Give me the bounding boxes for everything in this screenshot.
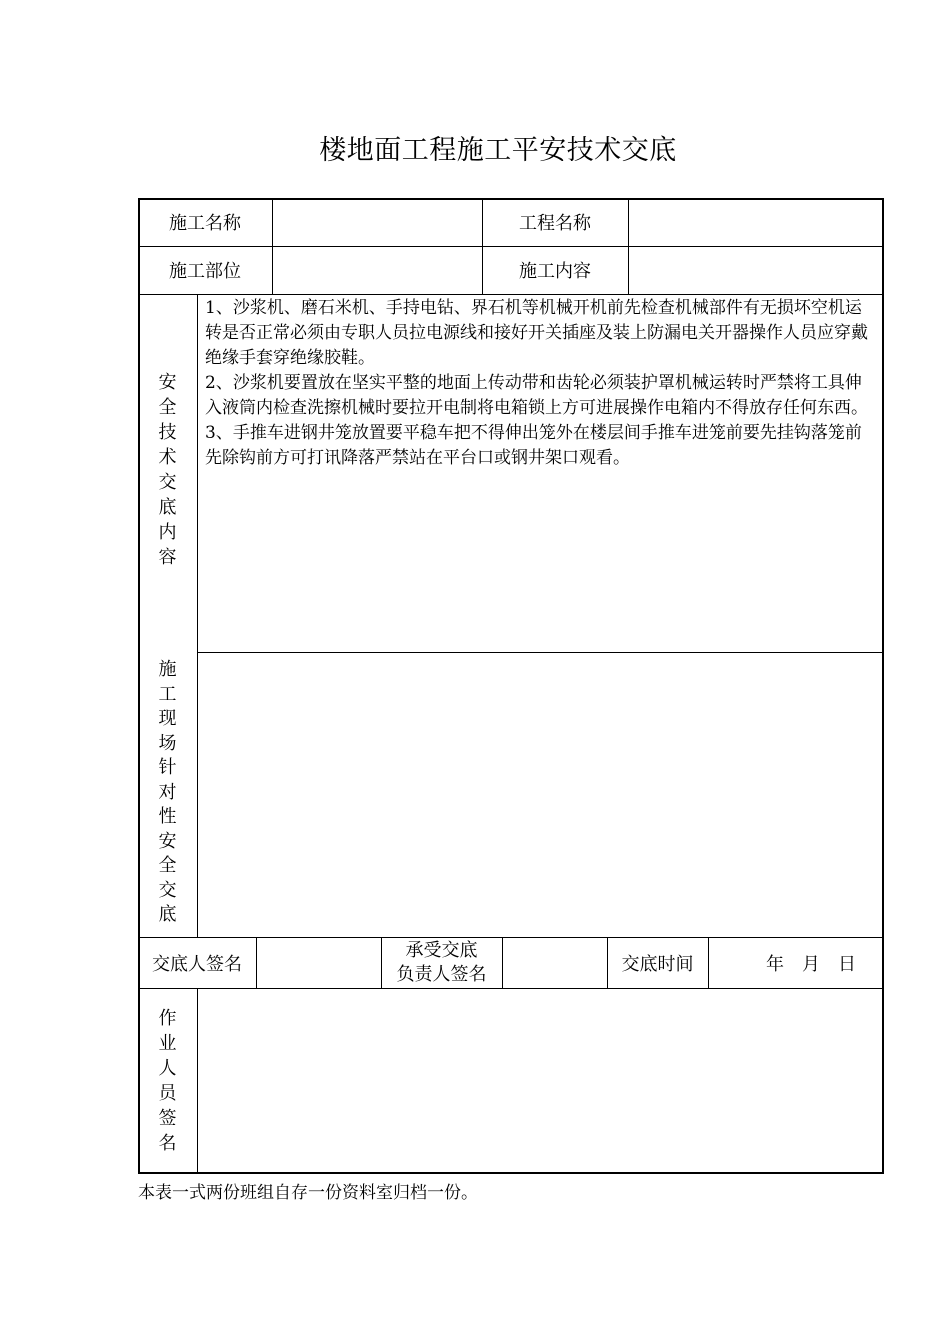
construction-content-field[interactable]	[628, 246, 884, 294]
label-char: 签	[158, 1108, 177, 1129]
label-char: 业	[158, 1033, 177, 1054]
label-char: 底	[158, 497, 177, 518]
handover-signer-label: 交底人签名	[152, 953, 242, 975]
receiver-label-line2: 负责人签名	[396, 963, 487, 985]
label-char: 全	[158, 855, 177, 876]
handover-date-field[interactable]: 年 月 日	[766, 953, 856, 975]
document-title: 楼地面工程施工平安技术交底	[319, 135, 677, 166]
label-char: 安	[158, 372, 177, 393]
worker-signature-field[interactable]	[198, 989, 883, 1173]
label-char: 施	[158, 659, 177, 680]
row-divider	[138, 294, 884, 295]
safety-paragraph: 1、沙浆机、磨石米机、手持电钻、界石机等机械开机前先检查机械部件有无损坏空机运转是否正常必须由专职人员拉电源线和接好开关插座及装上防漏电关开器操作人员应穿戴绝缘手套穿绝缘胶鞋。	[205, 298, 868, 368]
label-char: 对	[158, 781, 177, 803]
label-char: 名	[158, 1133, 177, 1154]
safety-paragraph: 3、手推车进钢井笼放置要平稳车把不得伸出笼外在楼层间手推车进笼前要先挂钩落笼前先除钩前方可打讯降落严禁站在平台口或钢井架口观看。	[205, 423, 862, 468]
receiver-signer-field[interactable]	[502, 937, 607, 988]
project-name-field[interactable]	[628, 198, 884, 246]
footnote: 本表一式两份班组自存一份资料室归档一份。	[138, 1183, 478, 1203]
label-char: 技	[158, 422, 177, 443]
label-char: 全	[158, 397, 177, 418]
label-char: 交	[158, 472, 177, 493]
construction-content-label: 施工内容	[519, 261, 591, 282]
worker-signature-label	[138, 1006, 197, 1156]
label-char: 交	[158, 879, 177, 901]
label-char: 容	[158, 547, 177, 568]
construction-location-field[interactable]	[272, 246, 482, 294]
safety-content-label	[138, 370, 197, 570]
handover-signer-field[interactable]	[256, 937, 381, 988]
label-char: 工	[158, 683, 177, 705]
site-safety-label	[138, 658, 197, 928]
construction-location-label: 施工部位	[169, 261, 241, 282]
label-char: 现	[158, 708, 177, 729]
receiver-label-line1: 承受交底	[405, 939, 478, 961]
label-char: 针	[158, 757, 177, 778]
project-name-label: 工程名称	[519, 213, 591, 234]
label-char: 内	[158, 522, 177, 543]
receiver-signer-label	[381, 937, 502, 988]
construction-name-field[interactable]	[272, 198, 482, 246]
handover-time-label: 交底时间	[621, 953, 694, 975]
label-char: 术	[158, 447, 177, 468]
safety-paragraph: 2、沙浆机要置放在坚实平整的地面上传动带和齿轮必须装护罩机械运转时严禁将工具伸入液筒内检查洗擦机械时要拉开电制将电箱锁上方可进展操作电箱内不得放存任何东西。	[205, 373, 868, 418]
label-char: 场	[158, 732, 177, 754]
label-char: 性	[158, 806, 177, 827]
label-char: 作	[158, 1008, 177, 1029]
label-char: 人	[158, 1058, 177, 1079]
site-safety-field[interactable]	[198, 653, 883, 936]
construction-name-label: 施工名称	[169, 213, 241, 234]
label-char: 安	[158, 830, 177, 852]
label-char: 员	[158, 1083, 177, 1104]
safety-content-text	[205, 296, 875, 471]
label-char: 底	[158, 904, 177, 925]
